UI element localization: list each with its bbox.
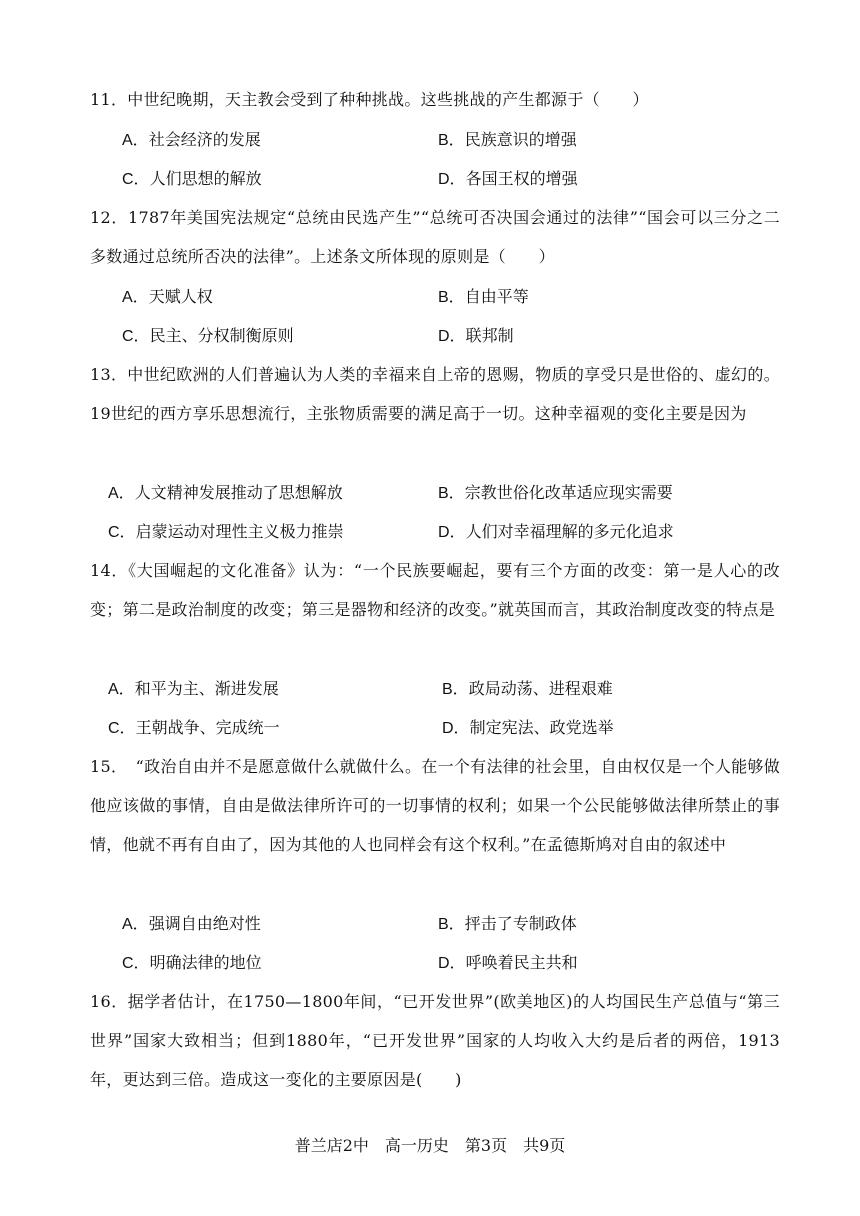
q12-option-d: [438, 326, 514, 347]
option-text: 人们对幸福理解的多元化追求: [465, 522, 674, 541]
q15-option-c: [122, 953, 262, 974]
option-text: 制定宪法、政党选举: [469, 718, 614, 737]
question-14: 14．《大国崛起的文化准备》认为：“一个民族要崛起，要有三个方面的改变：第一是人心的改变；第二是政治制度的改变；第三是器物和经济的改变。”就英国而言，其政治制度改变的特点是: [90, 561, 780, 620]
option-letter: D．: [438, 171, 466, 188]
q12-option-b: [438, 287, 529, 308]
option-letter: D．: [438, 955, 466, 972]
q14-option-d: [442, 718, 614, 739]
option-text: 抨击了专制政体: [464, 914, 577, 933]
option-letter: A．: [122, 132, 149, 149]
question-12: 12．1787年美国宪法规定“总统由民选产生”“总统可否决国会通过的法律”“国会可以三分之二多数通过总统所否决的法律”。上述条文所体现的原则是（ ）: [90, 208, 780, 267]
option-letter: B．: [438, 289, 465, 306]
option-letter: B．: [438, 132, 465, 149]
option-text: 联邦制: [465, 326, 514, 345]
option-text: 明确法律的地位: [149, 953, 262, 972]
option-letter: B．: [442, 681, 469, 698]
q15-option-b: [438, 914, 577, 935]
q11-option-d: [438, 169, 578, 190]
q13-option-a: [108, 483, 343, 504]
q11-option-a: [122, 130, 261, 151]
option-text: 王朝战争、完成统一: [135, 718, 280, 737]
option-text: 和平为主、渐进发展: [134, 679, 279, 698]
q11-option-c: [122, 169, 262, 190]
q14-option-a: [108, 679, 279, 700]
q11-option-b: [438, 130, 577, 151]
q13-option-d: [438, 522, 674, 543]
option-letter: A．: [108, 485, 135, 502]
q13-option-b: [438, 483, 673, 504]
option-text: 民族意识的增强: [464, 130, 577, 149]
q12-option-c: [122, 326, 294, 347]
question-13: 13．中世纪欧洲的人们普遍认为人类的幸福来自上帝的恩赐，物质的享受只是世俗的、虚幻的。19世纪的西方享乐思想流行，主张物质需要的满足高于一切。这种幸福观的变化主要是因为: [90, 365, 780, 424]
option-letter: A．: [122, 916, 149, 933]
option-letter: D．: [442, 720, 470, 737]
page-footer: 普兰店2中 高一历史 第3页 共9页: [294, 1136, 566, 1155]
option-text: 天赋人权: [148, 287, 213, 306]
question-11: 11．中世纪晚期，天主教会受到了种种挑战。这些挑战的产生都源于（ ）: [90, 90, 649, 109]
q12-option-a: [122, 287, 213, 308]
q13-option-c: [108, 522, 344, 543]
q14-option-c: [108, 718, 280, 739]
option-letter: C．: [108, 720, 136, 737]
option-text: 人文精神发展推动了思想解放: [134, 483, 343, 502]
option-text: 强调自由绝对性: [148, 914, 261, 933]
question-15: 15． “政治自由并不是愿意做什么就做什么。在一个有法律的社会里，自由权仅是一个人能够做他应该做的事情，自由是做法律所许可的一切事情的权利；如果一个公民能够做法律所禁止的事情，他就不再有自由了，因为其他的人也同样会有这个权利。”在孟德斯鸠对自由的叙述中: [90, 757, 780, 855]
q15-option-d: [438, 953, 578, 974]
option-letter: A．: [122, 289, 149, 306]
option-letter: A．: [108, 681, 135, 698]
option-text: 呼唤着民主共和: [465, 953, 578, 972]
option-letter: C．: [122, 955, 150, 972]
option-letter: B．: [438, 485, 465, 502]
option-text: 启蒙运动对理性主义极力推崇: [135, 522, 344, 541]
option-letter: D．: [438, 524, 466, 541]
q15-option-a: [122, 914, 261, 935]
option-letter: D．: [438, 328, 466, 345]
question-16: 16．据学者估计，在1750—1800年间，“已开发世界”(欧美地区)的人均国民生产总值与“第三世界”国家大致相当；但到1880年，“已开发世界”国家的人均收入大约是后者的两倍，1913年，更达到三倍。造成这一变化的主要原因是( ): [90, 992, 780, 1090]
q14-option-b: [442, 679, 613, 700]
option-text: 自由平等: [464, 287, 529, 306]
option-letter: B．: [438, 916, 465, 933]
option-text: 民主、分权制衡原则: [149, 326, 294, 345]
option-text: 各国王权的增强: [465, 169, 578, 188]
option-text: 社会经济的发展: [148, 130, 261, 149]
option-letter: C．: [108, 524, 136, 541]
option-letter: C．: [122, 328, 150, 345]
option-letter: C．: [122, 171, 150, 188]
option-text: 人们思想的解放: [149, 169, 262, 188]
option-text: 政局动荡、进程艰难: [468, 679, 613, 698]
option-text: 宗教世俗化改革适应现实需要: [464, 483, 673, 502]
